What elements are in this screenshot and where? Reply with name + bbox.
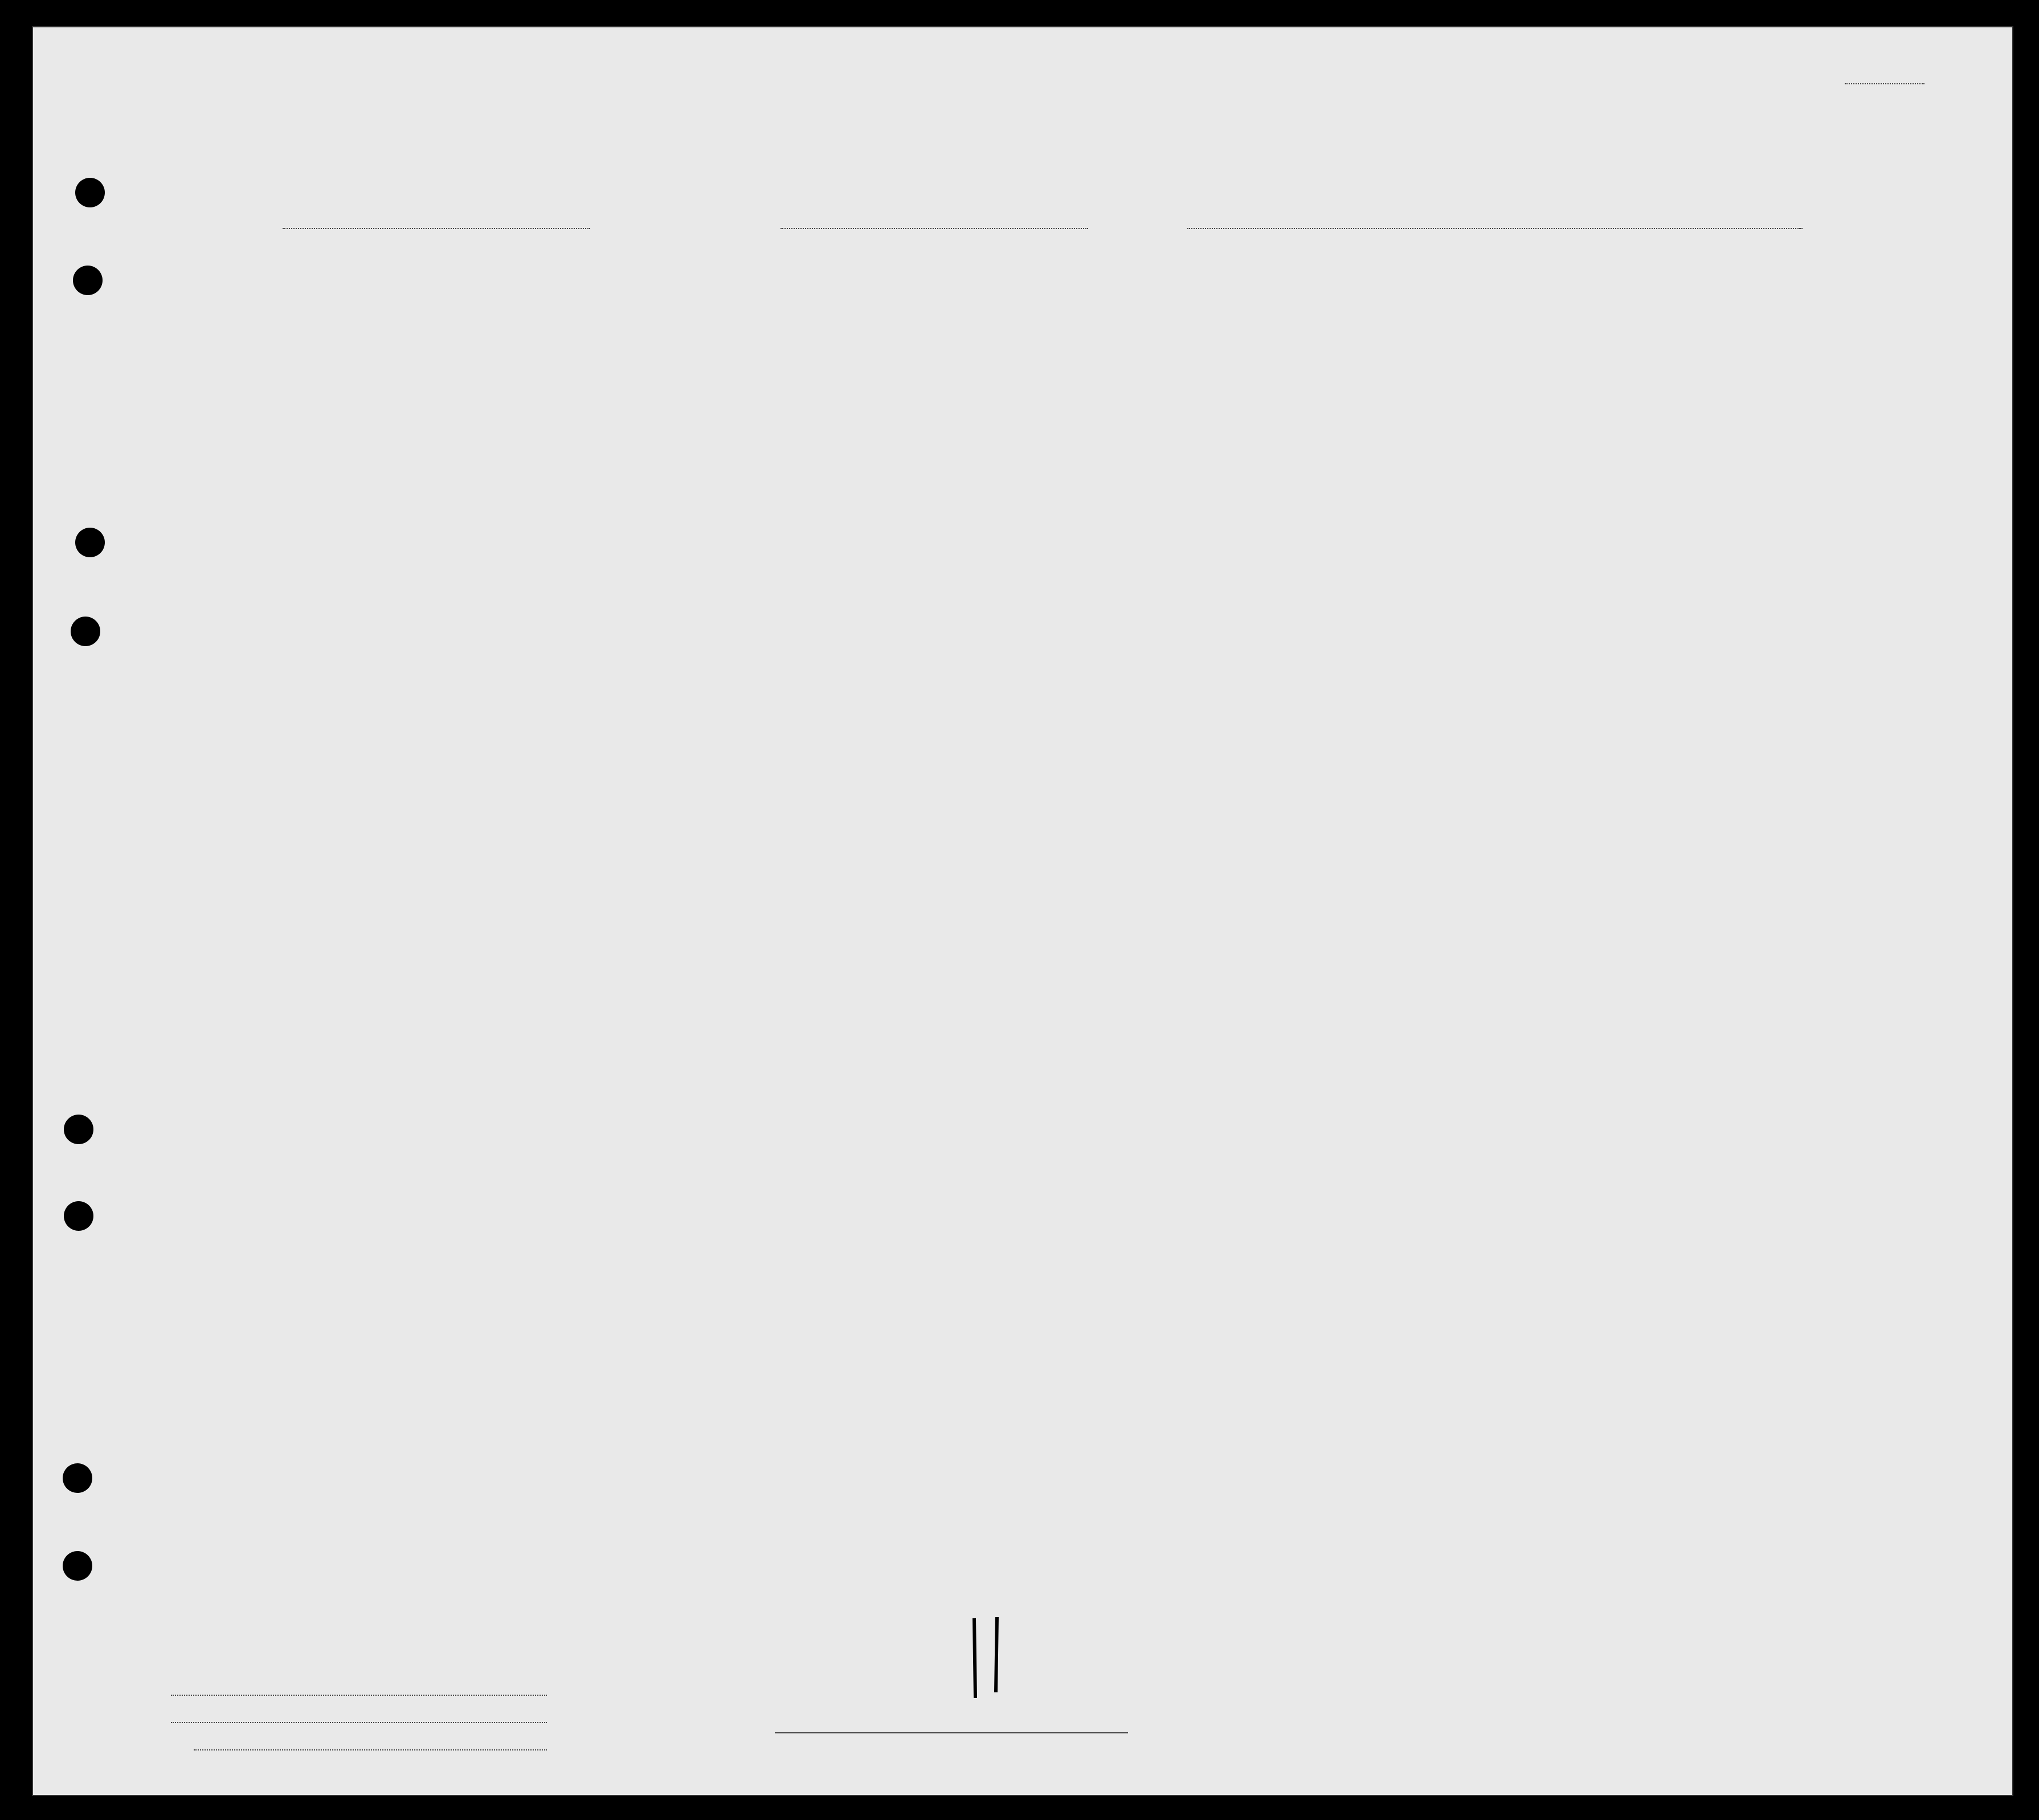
check-mark-icon [963,1613,1031,1704]
